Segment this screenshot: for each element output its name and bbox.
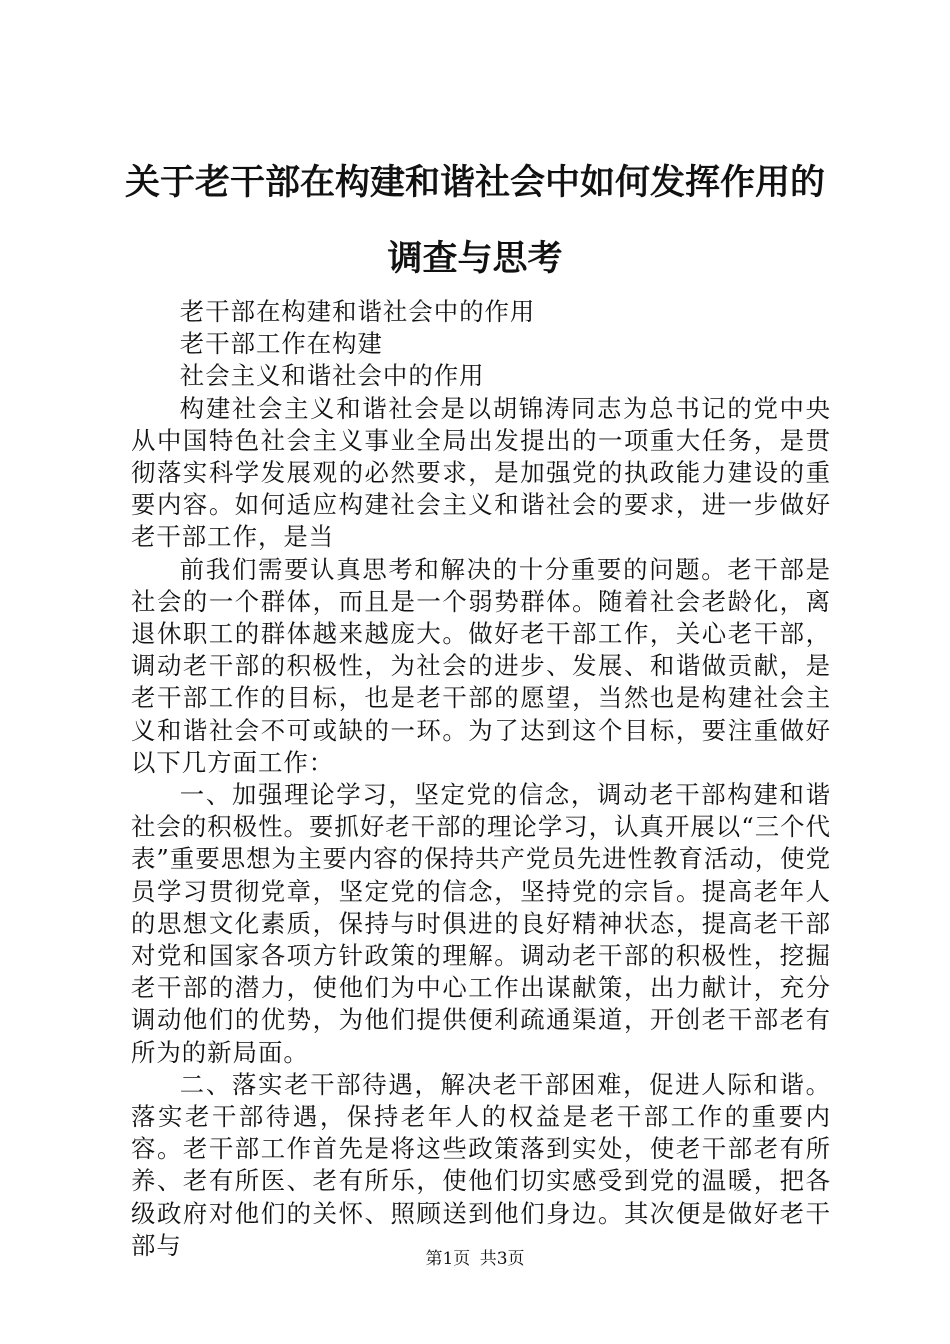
document-title-line-1: 关于老干部在构建和谐社会中如何发挥作用的 xyxy=(124,163,825,203)
document-title-line-2: 调查与思考 xyxy=(387,239,563,279)
paragraph: 前我们需要认真思考和解决的十分重要的问题。老干部是社会的一个群体，而且是一个弱势群体。随着社会老龄化，离退休职工的群体越来越庞大。做好老干部工作，关心老干部，调动老干部的积极性，为社会的进步、发展、和谐做贡献，是老干部工作的目标，也是老干部的愿望，当然也是构建社会主义和谐社会不可或缺的一环。为了达到这个目标，要注重做好以下几方面工作： xyxy=(131,554,831,777)
page-footer xyxy=(0,1244,950,1269)
document-body xyxy=(131,296,831,1262)
page-number: 第1页 xyxy=(425,1249,471,1269)
paragraph: 社会主义和谐社会中的作用 xyxy=(179,361,485,391)
paragraph: 构建社会主义和谐社会是以胡锦涛同志为总书记的党中央从中国特色社会主义事业全局出发提出的一项重大任务，是贯彻落实科学发展观的必然要求，是加强党的执政能力建设的重要内容。如何适应构建社会主义和谐社会的要求，进一步做好老干部工作，是当 xyxy=(131,393,831,552)
paragraph: 老干部工作在构建 xyxy=(179,329,383,359)
page-total: 共3页 xyxy=(479,1249,525,1269)
paragraph: 老干部在构建和谐社会中的作用 xyxy=(179,297,536,326)
paragraph: 二、落实老干部待遇，解决老干部困难，促进人际和谐。落实老干部待遇，保持老年人的权益是老干部工作的重要内容。老干部工作首先是将这些政策落到实处，使老干部老有所养、老有所医、老有所乐，使他们切实感受到党的温暖，把各级政府对他们的关怀、照顾送到他们身边。其次便是做好老干部与 xyxy=(131,1069,831,1260)
paragraph: 一、加强理论学习，坚定党的信念，调动老干部构建和谐社会的积极性。要抓好老干部的理论学习，认真开展以“三个代表”重要思想为主要内容的保持共产党员先进性教育活动，使党员学习贯彻党章，坚定党的信念，坚持党的宗旨。提高老年人的思想文化素质，保持与时俱进的良好精神状态，提高老干部对党和国家各项方针政策的理解。调动老干部的积极性，挖掘老干部的潜力，使他们为中心工作出谋献策，出力献计，充分调动他们的优势，为他们提供便利疏通渠道，开创老干部老有所为的新局面。 xyxy=(131,780,831,1067)
